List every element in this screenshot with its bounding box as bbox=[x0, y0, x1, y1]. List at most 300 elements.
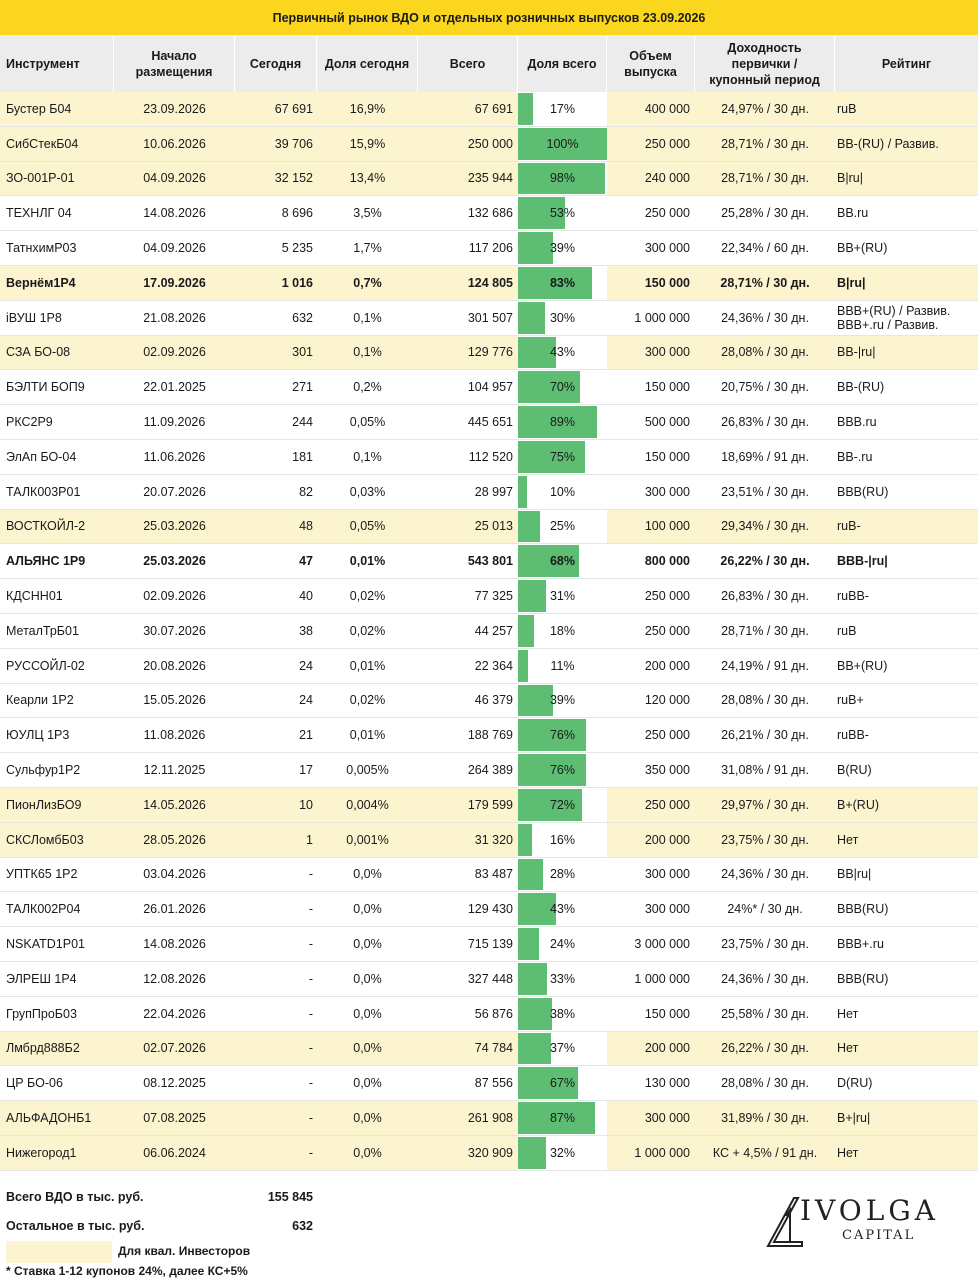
share-total-cell bbox=[518, 1066, 607, 1100]
table-row bbox=[0, 753, 978, 788]
start-date-cell: 02.07.2026 bbox=[143, 1041, 206, 1056]
rating-cell: ruBB- bbox=[837, 728, 869, 743]
yield-cell: 23,75% / 30 дн. bbox=[721, 937, 809, 952]
volume-cell: 300 000 bbox=[644, 241, 690, 256]
instrument-cell: ЭлАп БО-04 bbox=[6, 449, 77, 464]
yield-cell: 26,83% / 30 дн. bbox=[721, 415, 809, 430]
start-date-cell: 11.08.2026 bbox=[143, 728, 206, 743]
start-date-cell: 14.05.2026 bbox=[143, 797, 206, 812]
table-row bbox=[0, 475, 978, 510]
yield-cell: 23,51% / 30 дн. bbox=[721, 484, 809, 499]
start-date-cell: 22.04.2026 bbox=[143, 1006, 206, 1021]
rating-cell: B(RU) bbox=[837, 763, 872, 778]
instrument-cell: ТАЛК003Р01 bbox=[6, 484, 81, 499]
rating-cell: BBB+.ru bbox=[837, 937, 884, 952]
total-cell: 28 997 bbox=[474, 484, 513, 499]
volume-cell: 400 000 bbox=[644, 101, 690, 116]
instrument-cell: БЭЛТИ БОП9 bbox=[6, 380, 85, 395]
share-total-label: 76% bbox=[549, 763, 576, 778]
table-row bbox=[0, 1032, 978, 1067]
instrument-cell: АЛЬФАДОНБ1 bbox=[6, 1111, 92, 1125]
volume-cell: 150 000 bbox=[644, 1006, 690, 1021]
share-today-cell: 0,0% bbox=[353, 1006, 382, 1021]
share-today-cell: 0,7% bbox=[353, 275, 382, 290]
share-total-cell bbox=[518, 649, 607, 683]
share-today-cell: 0,02% bbox=[349, 589, 386, 604]
table-header bbox=[0, 36, 978, 92]
table-row bbox=[0, 510, 978, 545]
today-cell: 24 bbox=[299, 658, 313, 673]
share-total-label: 72% bbox=[549, 797, 576, 812]
today-cell: - bbox=[308, 902, 313, 917]
rating-cell: B+|ru| bbox=[837, 1111, 871, 1125]
instrument-cell: NSKATD1P01 bbox=[6, 937, 85, 952]
volume-cell: 250 000 bbox=[644, 797, 690, 812]
volume-cell: 200 000 bbox=[644, 832, 690, 847]
share-total-cell bbox=[518, 127, 607, 161]
table-row bbox=[0, 1101, 978, 1136]
instrument-cell: СибСтекБ04 bbox=[6, 136, 79, 151]
start-date-cell: 15.05.2026 bbox=[143, 693, 206, 708]
share-total-cell bbox=[518, 614, 607, 648]
rating-cell: ruB bbox=[837, 101, 857, 116]
today-cell: 10 bbox=[299, 797, 313, 812]
share-today-cell: 0,01% bbox=[349, 658, 386, 673]
header-share-total: Доля всего bbox=[518, 36, 607, 92]
total-cell: 22 364 bbox=[474, 658, 513, 673]
volume-cell: 300 000 bbox=[644, 1111, 690, 1125]
total-cell: 543 801 bbox=[467, 554, 513, 569]
yield-cell: 24,36% / 30 дн. bbox=[721, 310, 809, 325]
header-start: Начало размещения bbox=[114, 36, 235, 92]
share-total-label: 67% bbox=[549, 1076, 576, 1091]
share-total-label: 32% bbox=[549, 1145, 576, 1160]
rating-cell: BB+(RU) bbox=[837, 658, 888, 673]
table-row bbox=[0, 684, 978, 719]
total-cell: 327 448 bbox=[467, 971, 513, 986]
total-cell: 104 957 bbox=[467, 380, 513, 395]
share-total-cell bbox=[518, 892, 607, 926]
instrument-cell: ЮУЛЦ 1Р3 bbox=[6, 728, 70, 743]
today-cell: 181 bbox=[292, 449, 313, 464]
volume-cell: 120 000 bbox=[644, 693, 690, 708]
share-total-cell bbox=[518, 405, 607, 439]
total-cell: 264 389 bbox=[467, 763, 513, 778]
rating-cell: ruB bbox=[837, 623, 857, 638]
share-total-label: 76% bbox=[549, 728, 576, 743]
instrument-cell: Сульфур1Р2 bbox=[6, 763, 81, 778]
today-cell: - bbox=[308, 867, 313, 882]
volume-cell: 500 000 bbox=[644, 415, 690, 430]
table-row bbox=[0, 823, 978, 858]
total-cell: 261 908 bbox=[467, 1111, 513, 1125]
table-row bbox=[0, 196, 978, 231]
share-today-cell: 0,01% bbox=[349, 728, 386, 743]
volume-cell: 1 000 000 bbox=[634, 1145, 690, 1160]
rating-cell: ruB+ bbox=[837, 693, 864, 708]
other-value: 632 bbox=[292, 1219, 313, 1233]
instrument-cell: КДСНН01 bbox=[6, 589, 63, 604]
share-total-cell bbox=[518, 301, 607, 335]
share-total-label: 75% bbox=[549, 449, 576, 464]
share-total-cell bbox=[518, 1136, 607, 1170]
rating-cell: B|ru| bbox=[837, 275, 866, 290]
yield-cell: 28,08% / 30 дн. bbox=[721, 345, 809, 360]
yield-cell: 20,75% / 30 дн. bbox=[721, 380, 809, 395]
rating-cell: BB+(RU) bbox=[837, 241, 888, 256]
share-total-cell bbox=[518, 196, 607, 230]
share-total-label: 33% bbox=[549, 971, 576, 986]
share-today-cell: 13,4% bbox=[349, 171, 386, 186]
today-cell: 17 bbox=[299, 763, 313, 778]
yield-cell: КС + 4,5% / 91 дн. bbox=[712, 1145, 818, 1160]
table-row bbox=[0, 162, 978, 197]
table-row bbox=[0, 788, 978, 823]
page-title: Первичный рынок ВДО и отдельных розничных выпусков 23.09.2026 bbox=[0, 0, 978, 36]
rating-cell: BB-(RU) bbox=[837, 380, 885, 395]
share-today-cell: 0,05% bbox=[349, 415, 386, 430]
total-cell: 77 325 bbox=[474, 589, 513, 604]
yield-cell: 24,36% / 30 дн. bbox=[721, 971, 809, 986]
today-cell: - bbox=[308, 1076, 313, 1091]
share-total-cell bbox=[518, 858, 607, 892]
start-date-cell: 12.08.2026 bbox=[143, 971, 206, 986]
yield-cell: 31,89% / 30 дн. bbox=[721, 1111, 809, 1125]
header-yield: Доходность первички / купонный период bbox=[695, 36, 835, 92]
start-date-cell: 28.05.2026 bbox=[143, 832, 206, 847]
volume-cell: 800 000 bbox=[644, 554, 690, 569]
instrument-cell: РУССОЙЛ-02 bbox=[6, 658, 85, 673]
other-label: Остальное в тыс. руб. bbox=[6, 1219, 145, 1233]
total-cell: 320 909 bbox=[467, 1145, 513, 1160]
share-total-cell bbox=[518, 1101, 607, 1135]
share-today-cell: 0,02% bbox=[349, 693, 386, 708]
instrument-cell: ТАЛК002Р04 bbox=[6, 902, 81, 917]
share-total-cell bbox=[518, 997, 607, 1031]
share-today-cell: 0,005% bbox=[346, 763, 389, 778]
rating-cell: BB.ru bbox=[837, 206, 869, 221]
share-today-cell: 0,1% bbox=[353, 449, 382, 464]
share-total-cell bbox=[518, 962, 607, 996]
total-value: 155 845 bbox=[267, 1190, 313, 1204]
table-row bbox=[0, 1136, 978, 1171]
volume-cell: 200 000 bbox=[644, 1041, 690, 1056]
share-total-label: 16% bbox=[549, 832, 576, 847]
share-today-cell: 0,1% bbox=[353, 345, 382, 360]
instrument-cell: ТЕХНЛГ 04 bbox=[6, 206, 72, 221]
share-today-cell: 0,0% bbox=[353, 1111, 382, 1125]
today-cell: 244 bbox=[292, 415, 313, 430]
today-cell: 1 bbox=[306, 832, 313, 847]
yield-cell: 26,22% / 30 дн. bbox=[721, 1041, 809, 1056]
today-cell: - bbox=[308, 971, 313, 986]
today-cell: 5 235 bbox=[281, 241, 313, 256]
share-total-cell bbox=[518, 544, 607, 578]
table-row bbox=[0, 370, 978, 405]
total-cell: 235 944 bbox=[467, 171, 513, 186]
yield-cell: 28,71% / 30 дн. bbox=[721, 623, 809, 638]
instrument-cell: ЦР БО-06 bbox=[6, 1076, 63, 1091]
table-row bbox=[0, 301, 978, 336]
total-cell: 129 430 bbox=[467, 902, 513, 917]
share-total-label: 18% bbox=[549, 623, 576, 638]
rating-cell: B+(RU) bbox=[837, 797, 880, 812]
instrument-cell: МеталТрБ01 bbox=[6, 623, 79, 638]
share-today-cell: 3,5% bbox=[353, 206, 382, 221]
volume-cell: 130 000 bbox=[644, 1076, 690, 1091]
start-date-cell: 03.04.2026 bbox=[143, 867, 206, 882]
yield-cell: 28,71% / 30 дн. bbox=[720, 275, 810, 290]
rating-cell: BB-|ru| bbox=[837, 345, 876, 360]
yield-cell: 25,58% / 30 дн. bbox=[721, 1006, 809, 1021]
rating-cell: BBB(RU) bbox=[837, 484, 889, 499]
yield-cell: 18,69% / 91 дн. bbox=[721, 449, 809, 464]
volume-cell: 300 000 bbox=[644, 484, 690, 499]
instrument-cell: Лмбрд888Б2 bbox=[6, 1041, 80, 1056]
start-date-cell: 11.06.2026 bbox=[143, 449, 206, 464]
header-share-today: Доля сегодня bbox=[317, 36, 418, 92]
rating-cell: Нет bbox=[837, 1145, 859, 1160]
yield-cell: 28,71% / 30 дн. bbox=[721, 136, 809, 151]
start-date-cell: 08.12.2025 bbox=[143, 1076, 206, 1091]
yield-cell: 25,28% / 30 дн. bbox=[721, 206, 809, 221]
today-cell: 1 016 bbox=[281, 275, 313, 290]
yield-cell: 29,97% / 30 дн. bbox=[721, 797, 809, 812]
today-cell: 82 bbox=[299, 484, 313, 499]
volume-cell: 150 000 bbox=[644, 275, 690, 290]
table-row bbox=[0, 927, 978, 962]
share-today-cell: 0,01% bbox=[349, 554, 386, 569]
share-today-cell: 0,0% bbox=[353, 867, 382, 882]
instrument-cell: РКС2Р9 bbox=[6, 415, 53, 430]
today-cell: 271 bbox=[292, 380, 313, 395]
share-total-label: 89% bbox=[549, 415, 576, 430]
today-cell: 632 bbox=[292, 310, 313, 325]
share-today-cell: 0,03% bbox=[349, 484, 386, 499]
volume-cell: 150 000 bbox=[644, 380, 690, 395]
table-row bbox=[0, 336, 978, 371]
volume-cell: 300 000 bbox=[644, 345, 690, 360]
share-total-label: 87% bbox=[549, 1111, 576, 1125]
start-date-cell: 21.08.2026 bbox=[143, 310, 206, 325]
share-today-cell: 15,9% bbox=[349, 136, 386, 151]
share-total-label: 100% bbox=[546, 136, 579, 151]
start-date-cell: 14.08.2026 bbox=[143, 937, 206, 952]
today-cell: - bbox=[308, 1041, 313, 1056]
total-cell: 56 876 bbox=[474, 1006, 513, 1021]
share-total-label: 37% bbox=[549, 1041, 576, 1056]
share-today-cell: 1,7% bbox=[353, 241, 382, 256]
share-total-cell bbox=[518, 823, 607, 857]
share-today-cell: 0,02% bbox=[349, 623, 386, 638]
today-cell: - bbox=[308, 1145, 313, 1160]
total-cell: 74 784 bbox=[474, 1041, 513, 1056]
total-cell: 46 379 bbox=[474, 693, 513, 708]
total-cell: 188 769 bbox=[467, 728, 513, 743]
rating-cell: BB-.ru bbox=[837, 449, 873, 464]
legend-label: Для квал. Инвесторов bbox=[118, 1244, 251, 1258]
table-row bbox=[0, 544, 978, 579]
rating-cell: Нет bbox=[837, 1041, 859, 1056]
start-date-cell: 30.07.2026 bbox=[143, 623, 206, 638]
rating-cell: Нет bbox=[837, 1006, 859, 1021]
volume-cell: 350 000 bbox=[644, 763, 690, 778]
share-total-label: 24% bbox=[549, 937, 576, 952]
logo-sub: CAPITAL bbox=[842, 1228, 916, 1243]
today-cell: 67 691 bbox=[274, 101, 313, 116]
start-date-cell: 20.07.2026 bbox=[143, 484, 206, 499]
instrument-cell: ТатнхимР03 bbox=[6, 241, 77, 256]
total-cell: 117 206 bbox=[468, 241, 513, 256]
rating-cell: BB|ru| bbox=[837, 867, 872, 882]
share-today-cell: 0,0% bbox=[353, 971, 382, 986]
yield-cell: 24%* / 30 дн. bbox=[727, 902, 803, 917]
rating-cell: BB-(RU) / Развив. bbox=[837, 136, 939, 151]
volume-cell: 250 000 bbox=[644, 623, 690, 638]
table-row bbox=[0, 718, 978, 753]
rating-cell: D(RU) bbox=[837, 1076, 873, 1091]
volume-cell: 1 000 000 bbox=[634, 971, 690, 986]
total-cell: 445 651 bbox=[467, 415, 513, 430]
start-date-cell: 17.09.2026 bbox=[143, 275, 206, 290]
instrument-cell: iВУШ 1Р8 bbox=[6, 310, 62, 325]
start-date-cell: 25.03.2026 bbox=[143, 554, 206, 569]
table-row bbox=[0, 962, 978, 997]
total-cell: 179 599 bbox=[467, 797, 513, 812]
share-total-label: 43% bbox=[549, 345, 576, 360]
volume-cell: 300 000 bbox=[644, 867, 690, 882]
share-today-cell: 0,0% bbox=[353, 902, 382, 917]
share-total-label: 83% bbox=[549, 275, 576, 290]
share-today-cell: 0,05% bbox=[349, 519, 386, 534]
table-row bbox=[0, 231, 978, 266]
total-cell: 124 805 bbox=[467, 275, 513, 290]
rating-cell: B|ru| bbox=[837, 171, 863, 186]
rating-cell: ruBB- bbox=[837, 589, 869, 604]
table-row bbox=[0, 892, 978, 927]
yield-cell: 28,08% / 30 дн. bbox=[721, 1076, 809, 1091]
share-today-cell: 0,0% bbox=[353, 937, 382, 952]
share-total-cell bbox=[518, 579, 607, 613]
volume-cell: 200 000 bbox=[644, 658, 690, 673]
rating-cell: ruB- bbox=[837, 519, 861, 534]
share-total-cell bbox=[518, 753, 607, 787]
rating-cell: BBB+(RU) / Развив. BBB+.ru / Развив. bbox=[837, 303, 951, 332]
header-today: Сегодня bbox=[235, 36, 317, 92]
total-cell: 129 776 bbox=[467, 345, 513, 360]
header-instrument: Инструмент bbox=[0, 36, 114, 92]
start-date-cell: 02.09.2026 bbox=[143, 345, 206, 360]
total-cell: 250 000 bbox=[467, 136, 513, 151]
total-cell: 25 013 bbox=[474, 519, 513, 534]
share-total-label: 10% bbox=[549, 484, 576, 499]
start-date-cell: 14.08.2026 bbox=[143, 206, 206, 221]
share-total-cell bbox=[518, 336, 607, 370]
start-date-cell: 02.09.2026 bbox=[143, 589, 206, 604]
share-total-cell bbox=[518, 927, 607, 961]
instrument-cell: Нижегород1 bbox=[6, 1145, 77, 1160]
logo-name: IVOLGA bbox=[800, 1194, 939, 1227]
table-row bbox=[0, 266, 978, 301]
start-date-cell: 07.08.2025 bbox=[143, 1111, 206, 1125]
volume-cell: 240 000 bbox=[644, 171, 690, 186]
rating-cell: BBB(RU) bbox=[837, 971, 889, 986]
legend-swatch bbox=[6, 1241, 112, 1263]
share-today-cell: 0,0% bbox=[353, 1145, 382, 1160]
company-logo bbox=[762, 1192, 942, 1252]
share-total-cell bbox=[518, 370, 607, 404]
instrument-cell: ЗО-001Р-01 bbox=[6, 171, 75, 186]
total-cell: 715 139 bbox=[467, 937, 513, 952]
share-today-cell: 0,0% bbox=[353, 1076, 382, 1091]
volume-cell: 250 000 bbox=[644, 206, 690, 221]
yield-cell: 31,08% / 91 дн. bbox=[721, 763, 809, 778]
table-row bbox=[0, 649, 978, 684]
volume-cell: 300 000 bbox=[644, 902, 690, 917]
instrument-cell: Бустер Б04 bbox=[6, 101, 72, 116]
header-volume: Объем выпуска bbox=[607, 36, 695, 92]
share-total-label: 68% bbox=[549, 554, 576, 569]
today-cell: 39 706 bbox=[274, 136, 313, 151]
start-date-cell: 23.09.2026 bbox=[143, 101, 206, 116]
share-today-cell: 0,2% bbox=[353, 380, 382, 395]
start-date-cell: 04.09.2026 bbox=[143, 171, 206, 186]
share-today-cell: 0,1% bbox=[353, 310, 382, 325]
instrument-cell: ЭЛРЕШ 1Р4 bbox=[6, 971, 77, 986]
share-total-cell bbox=[518, 510, 607, 544]
share-total-label: 39% bbox=[549, 693, 576, 708]
table-row bbox=[0, 614, 978, 649]
table-row bbox=[0, 1066, 978, 1101]
today-cell: - bbox=[308, 1006, 313, 1021]
rating-cell: BBB.ru bbox=[837, 415, 877, 430]
share-total-label: 98% bbox=[549, 171, 576, 186]
instrument-cell: ПионЛизБО9 bbox=[6, 797, 82, 812]
share-total-cell bbox=[518, 475, 607, 509]
volume-cell: 1 000 000 bbox=[634, 310, 690, 325]
share-total-label: 53% bbox=[549, 206, 576, 221]
share-total-label: 30% bbox=[549, 310, 576, 325]
total-cell: 67 691 bbox=[474, 101, 513, 116]
share-today-cell: 0,001% bbox=[346, 832, 389, 847]
footnote: * Ставка 1-12 купонов 24%, далее КС+5% bbox=[6, 1264, 248, 1278]
start-date-cell: 11.09.2026 bbox=[143, 415, 206, 430]
today-cell: 47 bbox=[299, 554, 313, 569]
today-cell: 21 bbox=[299, 728, 313, 743]
total-cell: 87 556 bbox=[474, 1076, 513, 1091]
yield-cell: 24,97% / 30 дн. bbox=[721, 101, 809, 116]
start-date-cell: 26.01.2026 bbox=[143, 902, 206, 917]
today-cell: 38 bbox=[299, 623, 313, 638]
share-total-cell bbox=[518, 788, 607, 822]
share-total-cell bbox=[518, 440, 607, 474]
volume-cell: 100 000 bbox=[644, 519, 690, 534]
table-row bbox=[0, 405, 978, 440]
share-total-label: 38% bbox=[549, 1006, 576, 1021]
yield-cell: 23,75% / 30 дн. bbox=[721, 832, 809, 847]
share-total-label: 28% bbox=[549, 867, 576, 882]
yield-cell: 26,21% / 30 дн. bbox=[721, 728, 809, 743]
share-total-cell bbox=[518, 162, 607, 196]
yield-cell: 26,22% / 30 дн. bbox=[720, 554, 810, 569]
yield-cell: 29,34% / 30 дн. bbox=[721, 519, 809, 534]
instrument-cell: Вернём1Р4 bbox=[6, 275, 76, 290]
yield-cell: 28,71% / 30 дн. bbox=[721, 171, 809, 186]
share-total-cell bbox=[518, 231, 607, 265]
header-rating: Рейтинг bbox=[881, 57, 932, 71]
total-cell: 132 686 bbox=[467, 206, 513, 221]
yield-cell: 24,19% / 91 дн. bbox=[721, 658, 809, 673]
